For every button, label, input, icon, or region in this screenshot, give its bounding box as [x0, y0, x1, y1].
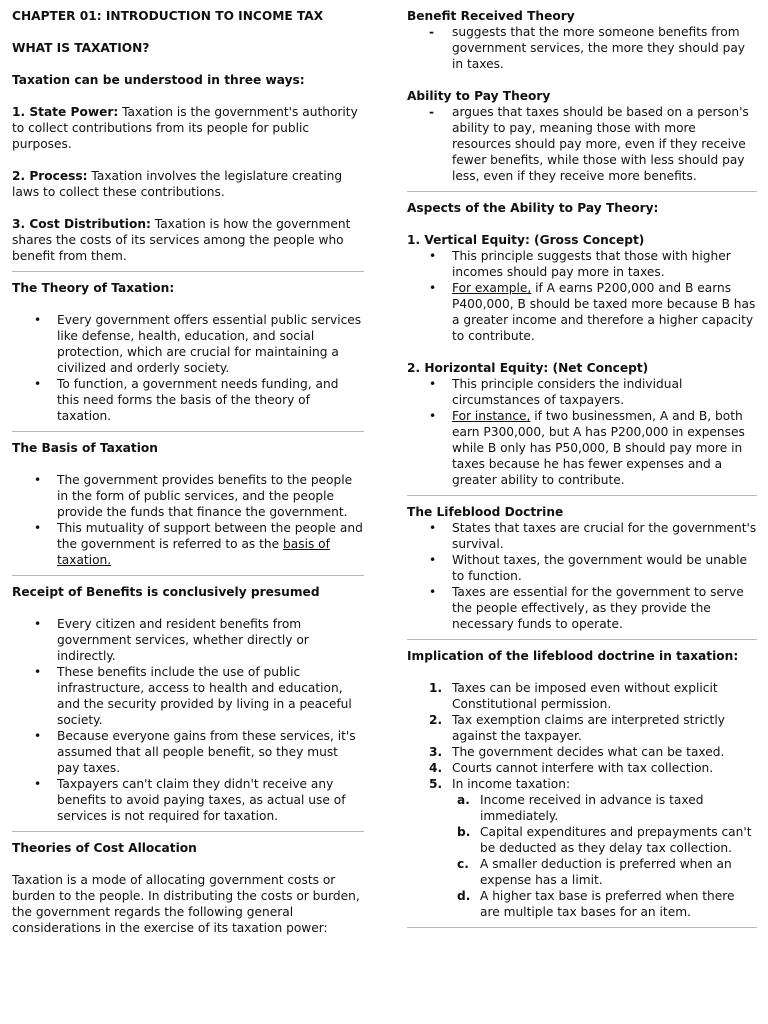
item-letter: d. — [457, 889, 471, 903]
list-item-text: In income taxation: — [452, 777, 571, 791]
way-process — [12, 168, 364, 200]
list-item — [407, 408, 757, 488]
list-item: - argues that taxes should be based on a person's ability to pay, meaning those with more resources should pay more, even if they receive fewer benefits, while those with less should pay less, even if they receive more benefits. — [407, 104, 757, 184]
list-item-text: Taxes can be imposed even without explicit Constitutional permission. — [452, 681, 718, 711]
list-item: • These benefits include the use of public infrastructure, access to health and education, and the security provided by living in a peaceful society. — [12, 664, 364, 728]
ability-theory-heading: Ability to Pay Theory — [407, 89, 551, 103]
divider — [407, 639, 757, 640]
vertical-equity-list — [407, 248, 757, 344]
receipt-heading: Receipt of Benefits is conclusively presumed — [12, 585, 320, 599]
cost-allocation-heading: Theories of Cost Allocation — [12, 841, 197, 855]
ability-theory-list — [407, 104, 757, 184]
list-item: • To function, a government needs funding, and this need forms the basis of the theory of taxation. — [12, 376, 364, 424]
what-is-taxation-heading: WHAT IS TAXATION? — [12, 41, 150, 55]
way-label: 1. State Power: — [12, 105, 119, 119]
list-item: • The government provides benefits to the people in the form of public services, and the people provide the funds that finance the government. — [12, 472, 364, 520]
list-item-text: A higher tax base is preferred when there are multiple tax bases for an item. — [480, 889, 735, 919]
list-item-text: if two businessmen, A and B, both earn P300,000, but A has P200,000 in expenses while B only has P50,000, B should pay more in taxes because he has fewer expenses and a greater ability to contribute. — [452, 409, 745, 487]
way-text: Taxation is how the government shares the costs of its services among the people who benefit from them. — [12, 217, 351, 263]
income-taxation-sublist — [452, 792, 757, 920]
list-item — [407, 760, 757, 776]
vertical-equity-heading: 1. Vertical Equity: (Gross Concept) — [407, 233, 645, 247]
list-item — [407, 712, 757, 744]
three-ways-heading: Taxation can be understood in three ways: — [12, 73, 305, 87]
list-item: • This principle considers the individual circumstances of taxpayers. — [407, 376, 757, 408]
cost-allocation-text: Taxation is a mode of allocating government costs or burden to the people. In distributing the costs or burden, the government regards the following general considerations in the exercise of its taxation power: — [12, 873, 360, 935]
list-item-text: Income received in advance is taxed immediately. — [480, 793, 704, 823]
example-label: For example, — [452, 281, 532, 295]
list-item-text: A smaller deduction is preferred when an expense has a limit. — [480, 857, 732, 887]
way-text: Taxation is the government's authority to collect contributions from its people for public purposes. — [12, 105, 358, 151]
list-item: - suggests that the more someone benefits from government services, the more they should pay in taxes. — [407, 24, 757, 72]
left-column — [12, 8, 364, 936]
sublist-item — [452, 792, 757, 824]
list-item: • Every citizen and resident benefits from government services, whether directly or indirectly. — [12, 616, 364, 664]
list-item: • Taxpayers can't claim they didn't receive any benefits to avoid paying taxes, as actual use of services is not required for taxation. — [12, 776, 364, 824]
list-item — [12, 520, 364, 568]
way-text: Taxation involves the legislature creating laws to collect these contributions. — [12, 169, 343, 199]
sublist-item — [452, 856, 757, 888]
item-number: 3. — [429, 745, 443, 759]
benefit-theory-list — [407, 24, 757, 72]
basis-heading: The Basis of Taxation — [12, 441, 158, 455]
aspects-heading: Aspects of the Ability to Pay Theory: — [407, 201, 659, 215]
list-item: • This principle suggests that those with higher incomes should pay more in taxes. — [407, 248, 757, 280]
example-label: For instance, — [452, 409, 531, 423]
divider — [12, 575, 364, 576]
list-item-text: The government decides what can be taxed. — [452, 745, 725, 759]
divider — [12, 831, 364, 832]
way-label: 2. Process: — [12, 169, 88, 183]
sublist-item — [452, 888, 757, 920]
receipt-list — [12, 616, 364, 824]
divider — [407, 191, 757, 192]
chapter-title: CHAPTER 01: INTRODUCTION TO INCOME TAX — [12, 9, 324, 23]
item-number: 1. — [429, 681, 443, 695]
divider — [407, 927, 757, 928]
theory-heading: The Theory of Taxation: — [12, 281, 175, 295]
implication-list — [407, 680, 757, 920]
item-letter: a. — [457, 793, 470, 807]
list-item-text: Capital expenditures and prepayments can't be deducted as they delay tax collection. — [480, 825, 752, 855]
benefit-theory-heading: Benefit Received Theory — [407, 9, 575, 23]
horizontal-equity-list — [407, 376, 757, 488]
way-label: 3. Cost Distribution: — [12, 217, 151, 231]
way-cost-distribution — [12, 216, 364, 264]
item-number: 5. — [429, 777, 443, 791]
list-item — [407, 776, 757, 920]
item-letter: c. — [457, 857, 469, 871]
implication-heading: Implication of the lifeblood doctrine in taxation: — [407, 649, 739, 663]
lifeblood-heading: The Lifeblood Doctrine — [407, 505, 564, 519]
list-item-text: Courts cannot interfere with tax collection. — [452, 761, 714, 775]
sublist-item — [452, 824, 757, 856]
list-item — [407, 280, 757, 344]
divider — [12, 271, 364, 272]
divider — [407, 495, 757, 496]
list-item: • States that taxes are crucial for the government's survival. — [407, 520, 757, 552]
item-letter: b. — [457, 825, 471, 839]
right-column — [407, 8, 757, 936]
list-item-text: Tax exemption claims are interpreted strictly against the taxpayer. — [452, 713, 725, 743]
basis-list — [12, 472, 364, 568]
list-item — [407, 680, 757, 712]
underlined-term: basis of taxation. — [57, 537, 330, 567]
list-item-text: This mutuality of support between the people and the government is referred to as the — [57, 521, 363, 551]
way-state-power — [12, 104, 364, 152]
item-number: 4. — [429, 761, 443, 775]
list-item: • Taxes are essential for the government to serve the people effectively, as they provide the necessary funds to operate. — [407, 584, 757, 632]
divider — [12, 431, 364, 432]
item-number: 2. — [429, 713, 443, 727]
lifeblood-list — [407, 520, 757, 632]
list-item: • Because everyone gains from these services, it's assumed that all people benefit, so they must pay taxes. — [12, 728, 364, 776]
list-item-text: if A earns P200,000 and B earns P400,000, B should be taxed more because B has a greater income and therefore a higher capacity to contribute. — [452, 281, 756, 343]
list-item: • Every government offers essential public services like defense, health, education, and social protection, which are crucial for maintaining a civilized and orderly society. — [12, 312, 364, 376]
list-item: • Without taxes, the government would be unable to function. — [407, 552, 757, 584]
theory-list — [12, 312, 364, 424]
list-item — [407, 744, 757, 760]
horizontal-equity-heading: 2. Horizontal Equity: (Net Concept) — [407, 361, 649, 375]
